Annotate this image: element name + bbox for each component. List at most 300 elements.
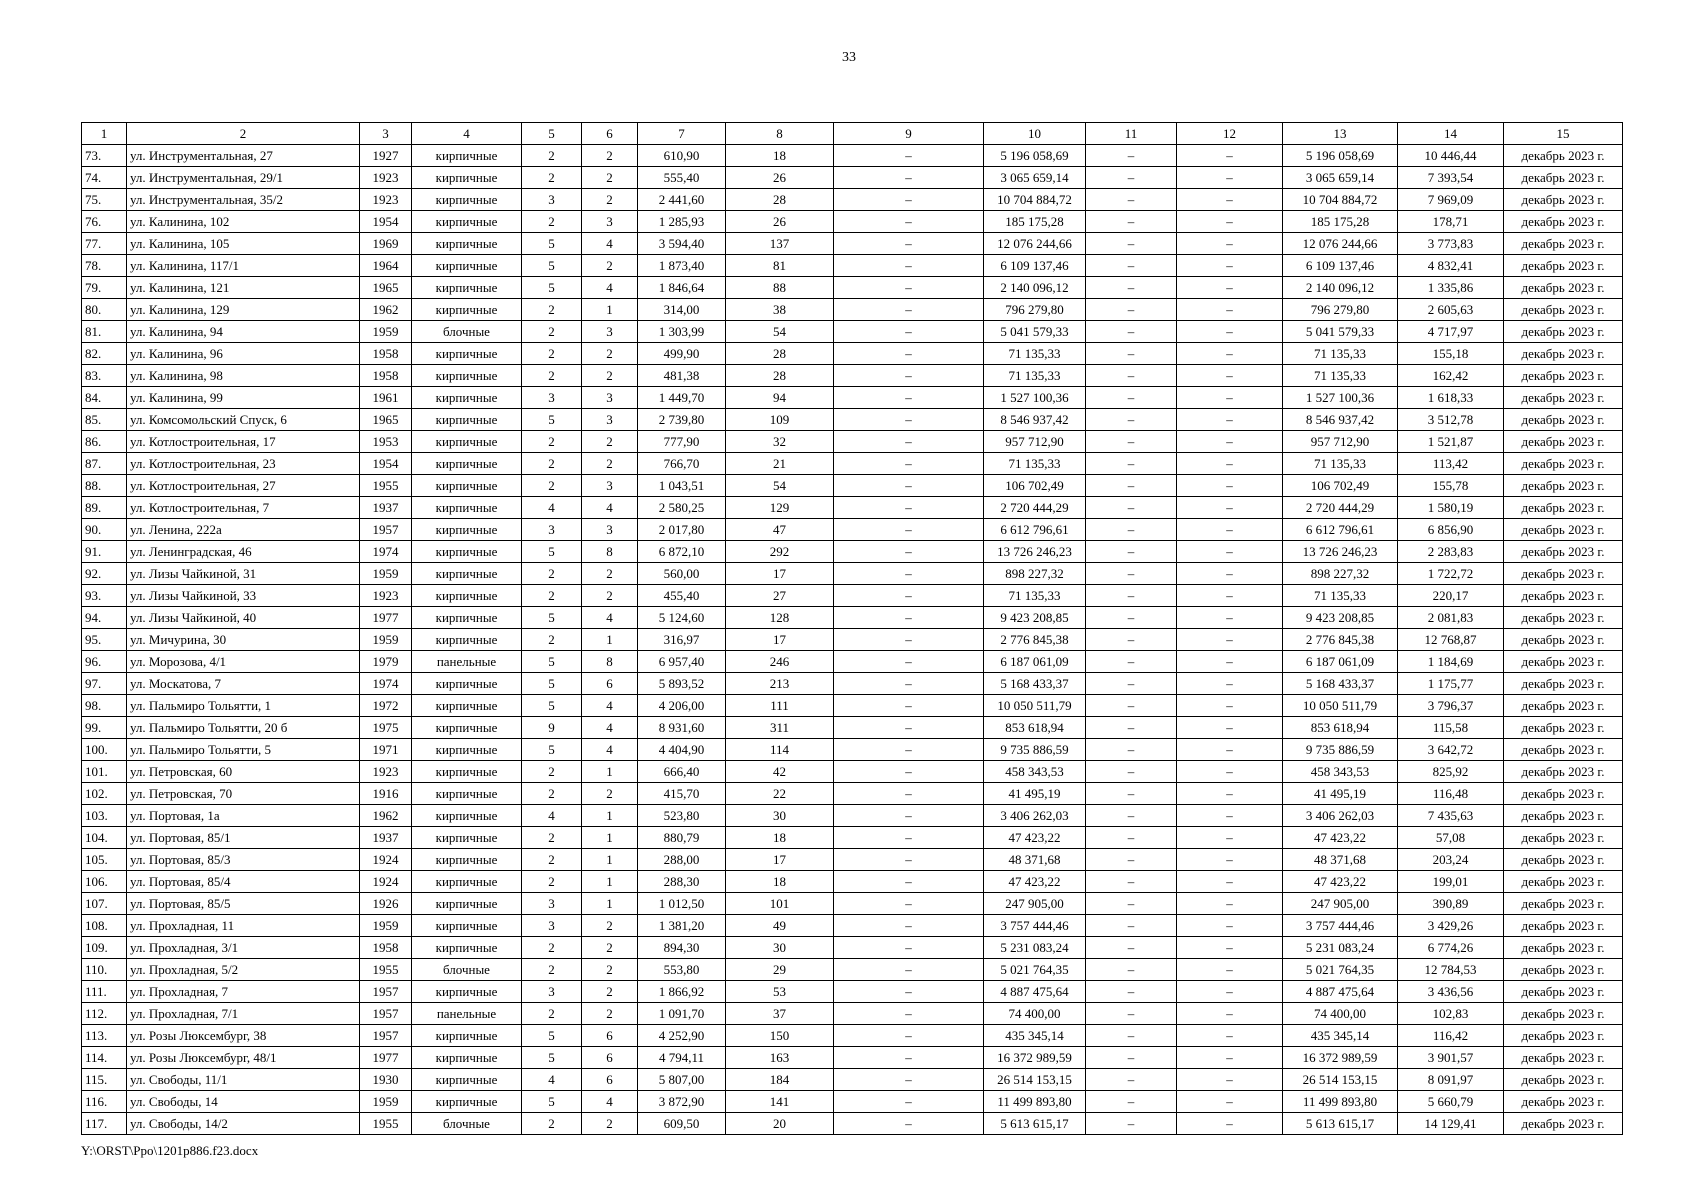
table-cell: 184 <box>726 1069 834 1091</box>
table-cell: ул. Лизы Чайкиной, 33 <box>127 585 360 607</box>
table-cell: 107. <box>82 893 127 915</box>
table-cell: – <box>834 783 984 805</box>
table-cell: 1965 <box>360 277 412 299</box>
table-cell: 1972 <box>360 695 412 717</box>
table-cell: 5 613 615,17 <box>984 1113 1086 1135</box>
table-cell: 6 109 137,46 <box>984 255 1086 277</box>
table-cell: ул. Калинина, 117/1 <box>127 255 360 277</box>
table-cell: кирпичные <box>412 409 522 431</box>
table-cell: 1 873,40 <box>638 255 726 277</box>
table-cell: – <box>1086 1025 1177 1047</box>
table-cell: 9 423 208,85 <box>1283 607 1398 629</box>
table-cell: – <box>1086 739 1177 761</box>
table-cell: 26 514 153,15 <box>1283 1069 1398 1091</box>
table-cell: 1 449,70 <box>638 387 726 409</box>
table-cell: 88 <box>726 277 834 299</box>
table-cell: 2 <box>522 453 582 475</box>
table-cell: декабрь 2023 г. <box>1504 541 1623 563</box>
table-cell: декабрь 2023 г. <box>1504 189 1623 211</box>
table-cell: 1979 <box>360 651 412 673</box>
table-cell: 796 279,80 <box>1283 299 1398 321</box>
table-cell: кирпичные <box>412 695 522 717</box>
table-row <box>82 629 1623 651</box>
table-cell: 26 <box>726 211 834 233</box>
table-cell: – <box>1086 167 1177 189</box>
table-cell: 185 175,28 <box>1283 211 1398 233</box>
table-cell: 109 <box>726 409 834 431</box>
table-cell: 2 <box>522 585 582 607</box>
table-cell: кирпичные <box>412 673 522 695</box>
table-cell: блочные <box>412 321 522 343</box>
table-cell: – <box>1086 585 1177 607</box>
table-cell: – <box>834 321 984 343</box>
table-cell: 2 <box>582 343 638 365</box>
table-cell: 3 406 262,03 <box>1283 805 1398 827</box>
table-cell: ул. Лизы Чайкиной, 31 <box>127 563 360 585</box>
table-row <box>82 497 1623 519</box>
table-cell: ул. Инструментальная, 29/1 <box>127 167 360 189</box>
table-cell: 3 429,26 <box>1398 915 1504 937</box>
table-cell: ул. Калинина, 99 <box>127 387 360 409</box>
table-cell: 1 <box>582 893 638 915</box>
table-cell: 1 <box>582 849 638 871</box>
table-row <box>82 167 1623 189</box>
table-cell: 1924 <box>360 871 412 893</box>
table-cell: 1977 <box>360 1047 412 1069</box>
table-cell: 5 168 433,37 <box>1283 673 1398 695</box>
table-cell: ул. Москатова, 7 <box>127 673 360 695</box>
table-cell: кирпичные <box>412 145 522 167</box>
table-cell: 5 893,52 <box>638 673 726 695</box>
table-cell: кирпичные <box>412 387 522 409</box>
table-cell: 117. <box>82 1113 127 1135</box>
table-cell: – <box>834 629 984 651</box>
table-cell: 12 784,53 <box>1398 959 1504 981</box>
column-header: 6 <box>582 123 638 145</box>
table-cell: кирпичные <box>412 871 522 893</box>
table-cell: 1 722,72 <box>1398 563 1504 585</box>
table-cell: 1953 <box>360 431 412 453</box>
table-row <box>82 893 1623 915</box>
table-cell: – <box>834 255 984 277</box>
table-cell: 5 231 083,24 <box>984 937 1086 959</box>
table-cell: 163 <box>726 1047 834 1069</box>
table-cell: 6 187 061,09 <box>1283 651 1398 673</box>
table-cell: 1958 <box>360 937 412 959</box>
table-cell: 2 <box>522 827 582 849</box>
table-cell: – <box>1177 629 1283 651</box>
table-cell: – <box>1177 387 1283 409</box>
table-cell: кирпичные <box>412 1069 522 1091</box>
table-cell: 4 <box>522 805 582 827</box>
table-cell: – <box>1086 805 1177 827</box>
table-cell: 1 285,93 <box>638 211 726 233</box>
column-header: 9 <box>834 123 984 145</box>
column-header: 3 <box>360 123 412 145</box>
table-cell: 2 776 845,38 <box>984 629 1086 651</box>
table-cell: 1 866,92 <box>638 981 726 1003</box>
table-cell: 666,40 <box>638 761 726 783</box>
table-cell: 4 <box>582 233 638 255</box>
table-cell: 4 <box>582 739 638 761</box>
table-cell: – <box>834 343 984 365</box>
file-path-footer: Y:\ORST\Ppo\1201p886.f23.docx <box>81 1143 259 1158</box>
table-cell: 116. <box>82 1091 127 1113</box>
table-cell: 1959 <box>360 563 412 585</box>
table-cell: ул. Комсомольский Спуск, 6 <box>127 409 360 431</box>
table-cell: 71 135,33 <box>984 365 1086 387</box>
table-cell: 82. <box>82 343 127 365</box>
table-cell: 5 021 764,35 <box>984 959 1086 981</box>
table-cell: 71 135,33 <box>984 343 1086 365</box>
table-cell: декабрь 2023 г. <box>1504 981 1623 1003</box>
table-cell: 2 <box>522 1003 582 1025</box>
table-cell: 2 <box>522 937 582 959</box>
table-cell: декабрь 2023 г. <box>1504 607 1623 629</box>
table-cell: 18 <box>726 871 834 893</box>
table-cell: 4 <box>582 695 638 717</box>
table-cell: – <box>1086 849 1177 871</box>
table-cell: 2 720 444,29 <box>984 497 1086 519</box>
table-cell: 1959 <box>360 915 412 937</box>
table-row <box>82 189 1623 211</box>
table-cell: 1 303,99 <box>638 321 726 343</box>
table-cell: 141 <box>726 1091 834 1113</box>
table-cell: декабрь 2023 г. <box>1504 651 1623 673</box>
table-cell: декабрь 2023 г. <box>1504 167 1623 189</box>
table-cell: 2 <box>522 783 582 805</box>
table-cell: ул. Ленина, 222а <box>127 519 360 541</box>
table-cell: – <box>834 453 984 475</box>
table-cell: ул. Свободы, 14/2 <box>127 1113 360 1135</box>
table-cell: 3 642,72 <box>1398 739 1504 761</box>
table-row <box>82 255 1623 277</box>
table-cell: 2 <box>522 211 582 233</box>
table-cell: 37 <box>726 1003 834 1025</box>
table-cell: кирпичные <box>412 211 522 233</box>
table-cell: 9 735 886,59 <box>1283 739 1398 761</box>
column-header: 10 <box>984 123 1086 145</box>
table-cell: кирпичные <box>412 761 522 783</box>
table-cell: 2 <box>582 453 638 475</box>
table-cell: декабрь 2023 г. <box>1504 783 1623 805</box>
table-cell: – <box>1177 475 1283 497</box>
table-cell: – <box>1086 475 1177 497</box>
table-cell: 3 796,37 <box>1398 695 1504 717</box>
table-cell: – <box>1086 255 1177 277</box>
table-cell: кирпичные <box>412 783 522 805</box>
table-cell: 114. <box>82 1047 127 1069</box>
table-cell: – <box>834 981 984 1003</box>
table-cell: – <box>1177 255 1283 277</box>
table-cell: 2 <box>582 255 638 277</box>
table-cell: – <box>1086 387 1177 409</box>
table-row <box>82 299 1623 321</box>
table-cell: 5 807,00 <box>638 1069 726 1091</box>
table-cell: 4 887 475,64 <box>984 981 1086 1003</box>
table-cell: – <box>1086 541 1177 563</box>
table-cell: декабрь 2023 г. <box>1504 255 1623 277</box>
table-row <box>82 1069 1623 1091</box>
column-header: 12 <box>1177 123 1283 145</box>
table-row <box>82 937 1623 959</box>
table-cell: ул. Пальмиро Тольятти, 5 <box>127 739 360 761</box>
table-cell: 128 <box>726 607 834 629</box>
table-cell: 104. <box>82 827 127 849</box>
table-cell: 54 <box>726 321 834 343</box>
table-cell: – <box>834 167 984 189</box>
table-cell: 1 <box>582 761 638 783</box>
table-cell: 30 <box>726 937 834 959</box>
table-cell: 1923 <box>360 167 412 189</box>
table-cell: 10 446,44 <box>1398 145 1504 167</box>
table-cell: 2 <box>582 937 638 959</box>
table-cell: 4 717,97 <box>1398 321 1504 343</box>
table-cell: 105. <box>82 849 127 871</box>
table-cell: 113. <box>82 1025 127 1047</box>
table-cell: 898 227,32 <box>1283 563 1398 585</box>
table-row <box>82 387 1623 409</box>
table-cell: – <box>1177 1069 1283 1091</box>
table-row <box>82 1047 1623 1069</box>
table-cell: ул. Котлостроительная, 17 <box>127 431 360 453</box>
table-cell: кирпичные <box>412 365 522 387</box>
table-cell: 2 <box>522 167 582 189</box>
table-cell: 1955 <box>360 475 412 497</box>
table-cell: – <box>1177 937 1283 959</box>
table-cell: 5 <box>522 673 582 695</box>
table-cell: декабрь 2023 г. <box>1504 453 1623 475</box>
table-cell: 115,58 <box>1398 717 1504 739</box>
table-cell: 3 065 659,14 <box>984 167 1086 189</box>
table-cell: – <box>1177 915 1283 937</box>
table-cell: 47 423,22 <box>1283 871 1398 893</box>
table-cell: 5 231 083,24 <box>1283 937 1398 959</box>
table-cell: 6 <box>582 673 638 695</box>
table-cell: – <box>1086 299 1177 321</box>
table-cell: 103. <box>82 805 127 827</box>
table-cell: кирпичные <box>412 167 522 189</box>
table-cell: – <box>834 519 984 541</box>
table-cell: 5 <box>522 277 582 299</box>
table-cell: 2 <box>582 189 638 211</box>
table-cell: – <box>834 1113 984 1135</box>
table-cell: – <box>1086 1003 1177 1025</box>
table-cell: ул. Котлостроительная, 23 <box>127 453 360 475</box>
table-cell: 1 <box>582 629 638 651</box>
table-cell: 1958 <box>360 365 412 387</box>
table-cell: ул. Прохладная, 11 <box>127 915 360 937</box>
table-cell: 5 041 579,33 <box>1283 321 1398 343</box>
table-cell: 162,42 <box>1398 365 1504 387</box>
table-cell: кирпичные <box>412 937 522 959</box>
housing-register-table <box>81 122 1623 1135</box>
column-header: 14 <box>1398 123 1504 145</box>
table-cell: – <box>1177 299 1283 321</box>
table-cell: декабрь 2023 г. <box>1504 343 1623 365</box>
table-row <box>82 431 1623 453</box>
table-cell: 6 <box>582 1025 638 1047</box>
table-cell: – <box>834 827 984 849</box>
table-row <box>82 1091 1623 1113</box>
table-row <box>82 1003 1623 1025</box>
table-cell: 1974 <box>360 541 412 563</box>
table-cell: – <box>1177 981 1283 1003</box>
table-cell: 4 794,11 <box>638 1047 726 1069</box>
table-cell: – <box>1086 915 1177 937</box>
table-cell: декабрь 2023 г. <box>1504 365 1623 387</box>
table-cell: – <box>1177 783 1283 805</box>
table-cell: 116,42 <box>1398 1025 1504 1047</box>
table-row <box>82 365 1623 387</box>
table-cell: 523,80 <box>638 805 726 827</box>
table-cell: 1969 <box>360 233 412 255</box>
table-cell: декабрь 2023 г. <box>1504 761 1623 783</box>
table-cell: 2 081,83 <box>1398 607 1504 629</box>
table-cell: 29 <box>726 959 834 981</box>
table-cell: 435 345,14 <box>984 1025 1086 1047</box>
table-cell: – <box>1086 497 1177 519</box>
table-row <box>82 783 1623 805</box>
table-cell: кирпичные <box>412 607 522 629</box>
table-cell: декабрь 2023 г. <box>1504 563 1623 585</box>
table-cell: – <box>1177 1025 1283 1047</box>
table-cell: 1 <box>582 871 638 893</box>
table-cell: 2 <box>522 629 582 651</box>
table-cell: – <box>1086 189 1177 211</box>
table-cell: – <box>1086 959 1177 981</box>
table-cell: – <box>1086 695 1177 717</box>
table-row <box>82 585 1623 607</box>
table-cell: кирпичные <box>412 585 522 607</box>
table-cell: 16 372 989,59 <box>1283 1047 1398 1069</box>
table-cell: декабрь 2023 г. <box>1504 717 1623 739</box>
table-body <box>82 145 1623 1135</box>
table-cell: 1962 <box>360 299 412 321</box>
table-row <box>82 673 1623 695</box>
table-cell: 106 702,49 <box>984 475 1086 497</box>
table-cell: 3 436,56 <box>1398 981 1504 1003</box>
table-cell: 98. <box>82 695 127 717</box>
table-cell: 1 <box>582 827 638 849</box>
table-cell: – <box>834 585 984 607</box>
table-cell: 71 135,33 <box>1283 453 1398 475</box>
table-cell: 2 <box>582 563 638 585</box>
table-cell: – <box>1086 343 1177 365</box>
table-cell: 2 739,80 <box>638 409 726 431</box>
table-cell: – <box>1086 761 1177 783</box>
table-cell: 2 <box>582 431 638 453</box>
table-cell: 3 <box>522 387 582 409</box>
table-cell: – <box>1086 431 1177 453</box>
table-cell: – <box>1177 321 1283 343</box>
table-cell: – <box>1086 1069 1177 1091</box>
table-cell: 555,40 <box>638 167 726 189</box>
table-cell: 77. <box>82 233 127 255</box>
table-cell: 6 957,40 <box>638 651 726 673</box>
table-cell: – <box>834 761 984 783</box>
table-cell: кирпичные <box>412 805 522 827</box>
table-cell: кирпичные <box>412 1025 522 1047</box>
table-cell: – <box>834 431 984 453</box>
table-row <box>82 145 1623 167</box>
table-cell: декабрь 2023 г. <box>1504 585 1623 607</box>
table-cell: 9 735 886,59 <box>984 739 1086 761</box>
table-cell: 3 901,57 <box>1398 1047 1504 1069</box>
table-cell: – <box>1177 343 1283 365</box>
table-cell: 5 168 433,37 <box>984 673 1086 695</box>
table-cell: 481,38 <box>638 365 726 387</box>
table-cell: 1957 <box>360 519 412 541</box>
table-cell: 1959 <box>360 629 412 651</box>
table-cell: 610,90 <box>638 145 726 167</box>
table-cell: 178,71 <box>1398 211 1504 233</box>
table-cell: – <box>834 211 984 233</box>
table-cell: ул. Свободы, 14 <box>127 1091 360 1113</box>
table-cell: ул. Портовая, 1а <box>127 805 360 827</box>
table-cell: 957 712,90 <box>1283 431 1398 453</box>
table-cell: ул. Розы Люксембург, 38 <box>127 1025 360 1047</box>
table-cell: 499,90 <box>638 343 726 365</box>
table-cell: 3 <box>522 915 582 937</box>
table-cell: 2 <box>522 431 582 453</box>
table-cell: 85. <box>82 409 127 431</box>
table-cell: – <box>1086 519 1177 541</box>
table-cell: 73. <box>82 145 127 167</box>
table-cell: 415,70 <box>638 783 726 805</box>
table-cell: ул. Петровская, 60 <box>127 761 360 783</box>
table-cell: 2 <box>522 343 582 365</box>
table-cell: 390,89 <box>1398 893 1504 915</box>
table-cell: 5 021 764,35 <box>1283 959 1398 981</box>
table-cell: – <box>834 277 984 299</box>
table-cell: декабрь 2023 г. <box>1504 321 1623 343</box>
table-cell: – <box>1177 497 1283 519</box>
table-cell: – <box>834 805 984 827</box>
table-cell: кирпичные <box>412 453 522 475</box>
table-cell: – <box>1177 739 1283 761</box>
table-cell: ул. Калинина, 98 <box>127 365 360 387</box>
table-cell: 74 400,00 <box>1283 1003 1398 1025</box>
table-cell: 2 017,80 <box>638 519 726 541</box>
table-cell: панельные <box>412 1003 522 1025</box>
table-cell: 4 <box>582 277 638 299</box>
table-cell: – <box>1086 145 1177 167</box>
table-cell: – <box>1177 1003 1283 1025</box>
table-cell: 5 <box>522 409 582 431</box>
table-cell: 80. <box>82 299 127 321</box>
table-cell: 91. <box>82 541 127 563</box>
table-cell: декабрь 2023 г. <box>1504 387 1623 409</box>
table-cell: – <box>834 937 984 959</box>
table-row <box>82 959 1623 981</box>
table-cell: 57,08 <box>1398 827 1504 849</box>
table-row <box>82 343 1623 365</box>
table-cell: ул. Калинина, 121 <box>127 277 360 299</box>
table-cell: 1 527 100,36 <box>1283 387 1398 409</box>
table-cell: 115. <box>82 1069 127 1091</box>
table-cell: – <box>1177 761 1283 783</box>
table-cell: 108. <box>82 915 127 937</box>
table-cell: 1965 <box>360 409 412 431</box>
table-cell: 898 227,32 <box>984 563 1086 585</box>
table-cell: 2 <box>522 475 582 497</box>
table-cell: 1 043,51 <box>638 475 726 497</box>
table-cell: 1957 <box>360 981 412 1003</box>
table-cell: 6 774,26 <box>1398 937 1504 959</box>
table-row <box>82 277 1623 299</box>
table-cell: 5 <box>522 739 582 761</box>
